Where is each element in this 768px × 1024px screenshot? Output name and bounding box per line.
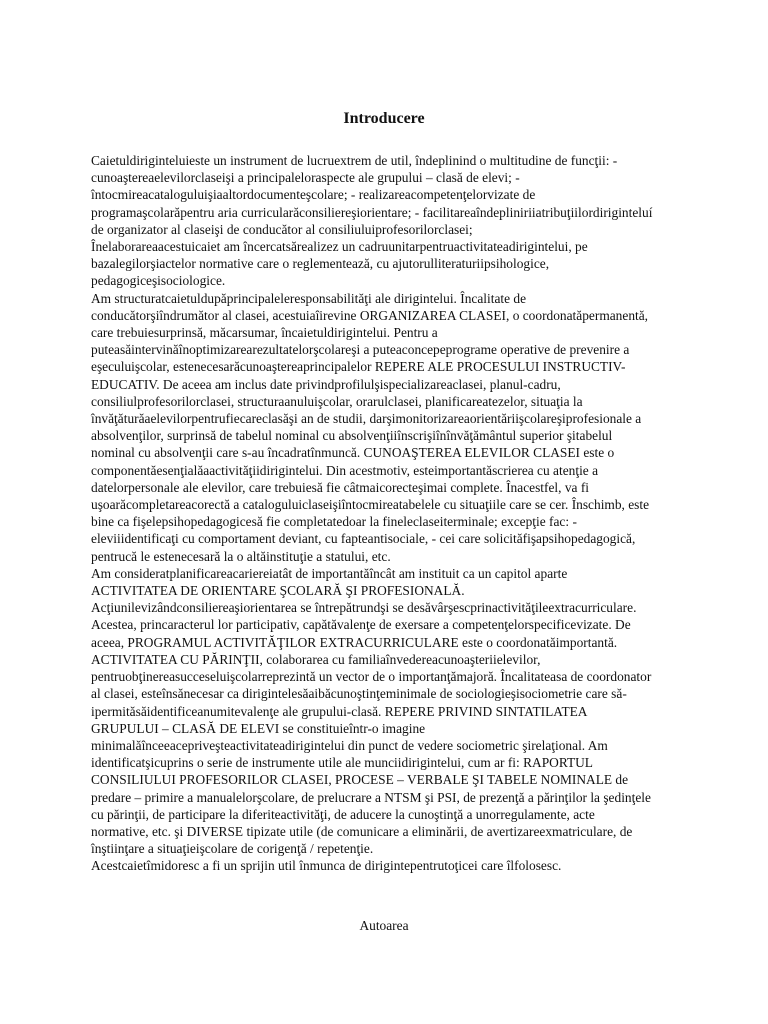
author-signature: Autoarea — [359, 918, 409, 933]
body-text: Caietuldiriginteluieste un instrument de lucruextrem de util, îndeplinind o multitudine de funcţii: - cunoaştereaelevilorclaseişi a principaleloraspecte ale grupului – clasă de elevi; - întocmireacataloguluişiaaltordocumenteşcolare; - realizareacompetenţelorvizate de programaşcolarăpentru aria curricularăconsiliereşiorientare; - facilitareaîndepliniriiatribuţiilordiriginteluí de organizator al claseişi de conducător al consiliuluiprofesorilorclasei; Înelaborareaacestuicaiet am încercatsărealizez un cadruunitarpentruactivitateadirigintelui, pe bazalegilorşiactelor normative care o reglementează, cu ajutorulliteraturiipsihologice, pedagogiceşisociologice. Am structuratcaietuldupăprincipaleleresponsabilităţi ale dirigintelui. Încalitate de conducătorşiîndrumător al clasei, acestuiaîirevine ORGANIZAREA CLASEI, o coordonatăpermanentă, care trebuiesurprinsă, măcarsumar, încaietuldirigintelui. Pentru a puteasăintervinăînoptimizarearezultatelorşcolareşi a puteaconcepeprograme operative de prevenire a eşeculuişcolar, estenecesarăcunoaştereaprincipalelor REPERE ALE PROCESULUI INSTRUCTIV- EDUCATIV. De aceea am inclus date privindprofilulşispecializareaclasei, planul-cadru, consiliulprofesorilorclasei, structuraanuluişcolar, orarulclasei, planificareatezelor, situaţia la învăţăturăaelevilorpentrufiecareclasăşi an de studii, darşimonitorizareaorientăriişcolareşiprofesionale a absolvenţilor, surprinsă de tabelul nominal cu absolvenţiiînscrişiînînvăţământul superior şitabelul nominal cu absolvenţii care s-au încadratînmuncă. CUNOAŞTEREA ELEVILOR CLASEI este o componentăesenţialăaactivităţiidirigintelui. Din acestmotiv, esteimportantăscrierea cu atenţie a datelorpersonale ale elevilor, care trebuiesă fie câtmaicorecteşimai complete. Înacestfel, va fi uşoarăcompletareacorectă a cataloguluiclaseişiîntocmireatabelele cu situaţiile care se cer. Înschimb, este bine ca fişelepsihopedagogicesă fie completatedoar la fineleclaseiterminale; excepţie fac: - eleviiidentificaţi cu comportament deviant, cu fapteantisociale, - cei care solicităfişapsihopedagogică, pentrucă le estenecesară la o altăinstituţie a statului, etc. Am consideratplanificareacariereiatât de importantăîncât am instituit ca un capitol aparte ACTIVITATEA DE ORIENTARE ŞCOLARĂ ŞI PROFESIONALĂ. Acţiunilevizândconsiliereaşiorientarea se întrepătrundşi se desăvârşescprinactivităţileextracurriculare. Acestea, princaracterul lor participativ, capătăvalenţe de exersare a competenţelorspecificevizate. De aceea, PROGRAMUL ACTIVITĂŢILOR EXTRACURRICULARE este o coordonatăimportantă. ACTIVITATEA CU PĂRINŢII, colaborarea cu familiaînvedereacunoaşteriielevilor, pentruobţinereasucceseluişcolarreprezintă un vector de o importanţămajoră. Încalitateasa de coordonator al clasei, esteînsănecesar ca dirigintelesăaibăcunoştinţeminimale de sociologieşisociometrie care să- ipermităsăidentificeanumitevalenţe ale grupului-clasă. REPERE PRIVIND SINTATILATEA GRUPULUI – CLASĂ DE ELEVI se constituieîntr-o imagine minimalăînceeacepriveşteactivitateadirigintelui din punct de vedere sociometric şirelaţional. Am identificatşicuprins o serie de instrumente utile ale munciidirigintelui, cum ar fi: RAPORTUL CONSILIULUI PROFESORILOR CLASEI, PROCESE – VERBALE ŞI TABELE NOMINALE de predare – primire a manualelorşcolare, de prelucrare a NTSM şi PSI, de prezenţă a părinţilor la şedinţele cu părinţii, de participare la diferiteactivităţi, de aducere la cunoştinţă a unorregulamente, acte normative, etc. şi DIVERSE tipizate utile (de comunicare a eliminării, de avertizareexmatriculare, de înştiinţare a situaţieişcolare de corigenţă / repetenţie. Acestcaietîmidoresc a fi un sprijin util înmunca de dirigintepentrutoţicei care îlfolosesc. — [91, 153, 653, 874]
page-title: Introducere — [343, 110, 425, 127]
